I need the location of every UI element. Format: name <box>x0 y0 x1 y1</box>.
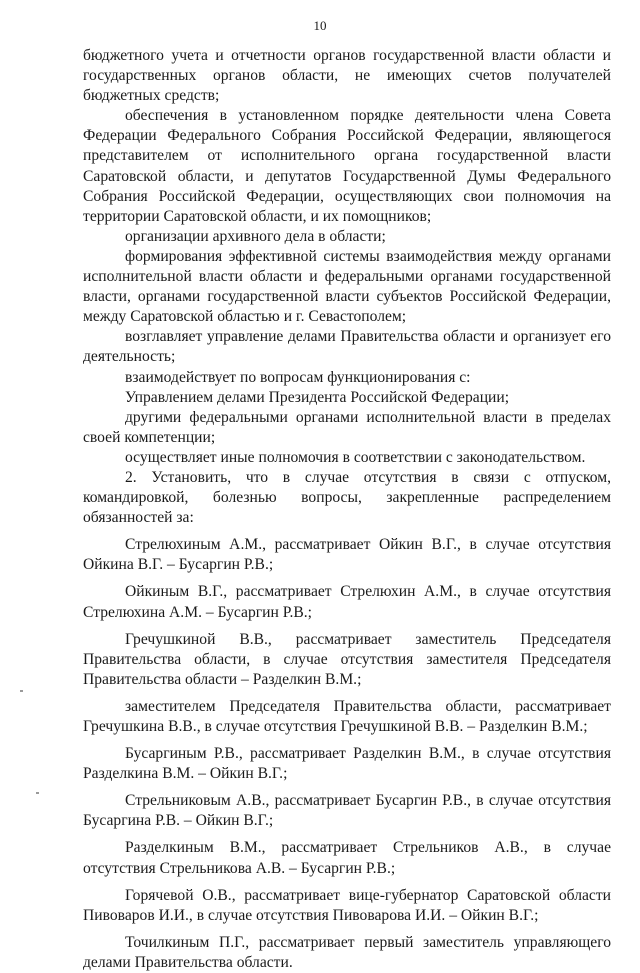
substitution-item: Ойкиным В.Г., рассматривает Стрелюхин А.М., в случае отсутствия Стрелюхина А.М. – Бусаргин Р.В.; <box>83 583 611 621</box>
substitution-item: заместителем Председателя Правительства области, рассматривает Гречушкина В.В., в случае отсутствия Гречушкиной В.В. – Разделкин В.М.; <box>83 697 611 735</box>
paragraph-presidential-administration: Управлением делами Президента Российской Федерации; <box>125 388 510 406</box>
paragraph-federal-bodies: другими федеральными органами исполнительной власти в пределах своей компетенции; <box>83 408 611 446</box>
paragraph-heads-administration: возглавляет управление делами Правительства области и организует его деятельность; <box>83 328 611 366</box>
substitution-item: Разделкиным В.М., рассматривает Стрельников А.В., в случае отсутствия Стрельникова А.В. – Бусаргин Р.В.; <box>83 839 611 877</box>
scan-speck <box>20 690 23 692</box>
paragraph-budget-accounting: бюджетного учета и отчетности органов государственной власти области и государственных органов области, не имеющих счетов получателей бюджетных средств; <box>83 47 611 105</box>
document-body <box>83 46 611 973</box>
paragraph-interacts-with: взаимодействует по вопросам функционирования с: <box>125 368 471 386</box>
paragraph-federation-council: обеспечения в установленном порядке деятельности члена Совета Федерации Федерального Собрания Российской Федерации, являющегося представителем от исполнительного органа государственной власти Саратовской области, и депутатов Государственной Думы Федерального Собрания Российской Федерации, осуществляющих свои полномочия на территории Саратовской области, и их помощников; <box>83 107 611 225</box>
scan-speck <box>36 792 39 794</box>
substitution-item: Гречушкиной В.В., рассматривает заместитель Председателя Правительства области, в случае отсутствия заместителя Председателя Правительства области – Разделкин В.М.; <box>83 630 611 688</box>
substitution-item: Стрельниковым А.В., рассматривает Бусаргин Р.В., в случае отсутствия Бусаргина Р.В. – Ойкин В.Г.; <box>83 792 611 830</box>
page-number: 10 <box>313 18 327 33</box>
paragraph-interaction-system: формирования эффективной системы взаимодействия между органами исполнительной власти области и федеральными органами государственной власти, органами государственной власти субъектов Российской Федерации, между Саратовской областью и г. Севастополем; <box>83 247 611 326</box>
substitution-item: Горячевой О.В., рассматривает вице-губернатор Саратовской области Пивоваров И.И., в случае отсутствия Пивоварова И.И. – Ойкин В.Г.; <box>83 886 611 924</box>
paragraph-archive: организации архивного дела в области; <box>125 227 386 245</box>
paragraph-other-powers: осуществляет иные полномочия в соответствии с законодательством. <box>125 448 586 466</box>
paragraph-item-2: 2. Установить, что в случае отсутствия в связи с отпуском, командировкой, болезнью вопросы, закрепленные распределением обязанностей за: <box>83 468 611 527</box>
substitution-item: Точилкиным П.Г., рассматривает первый заместитель управляющего делами Правительства области. <box>83 933 611 971</box>
substitution-item: Бусаргиным Р.В., рассматривает Разделкин В.М., в случае отсутствия Разделкина В.М. – Ойкин В.Г.; <box>83 745 611 783</box>
substitution-item: Стрелюхиным А.М., рассматривает Ойкин В.Г., в случае отсутствия Ойкина В.Г. – Бусаргин Р.В.; <box>83 536 611 574</box>
